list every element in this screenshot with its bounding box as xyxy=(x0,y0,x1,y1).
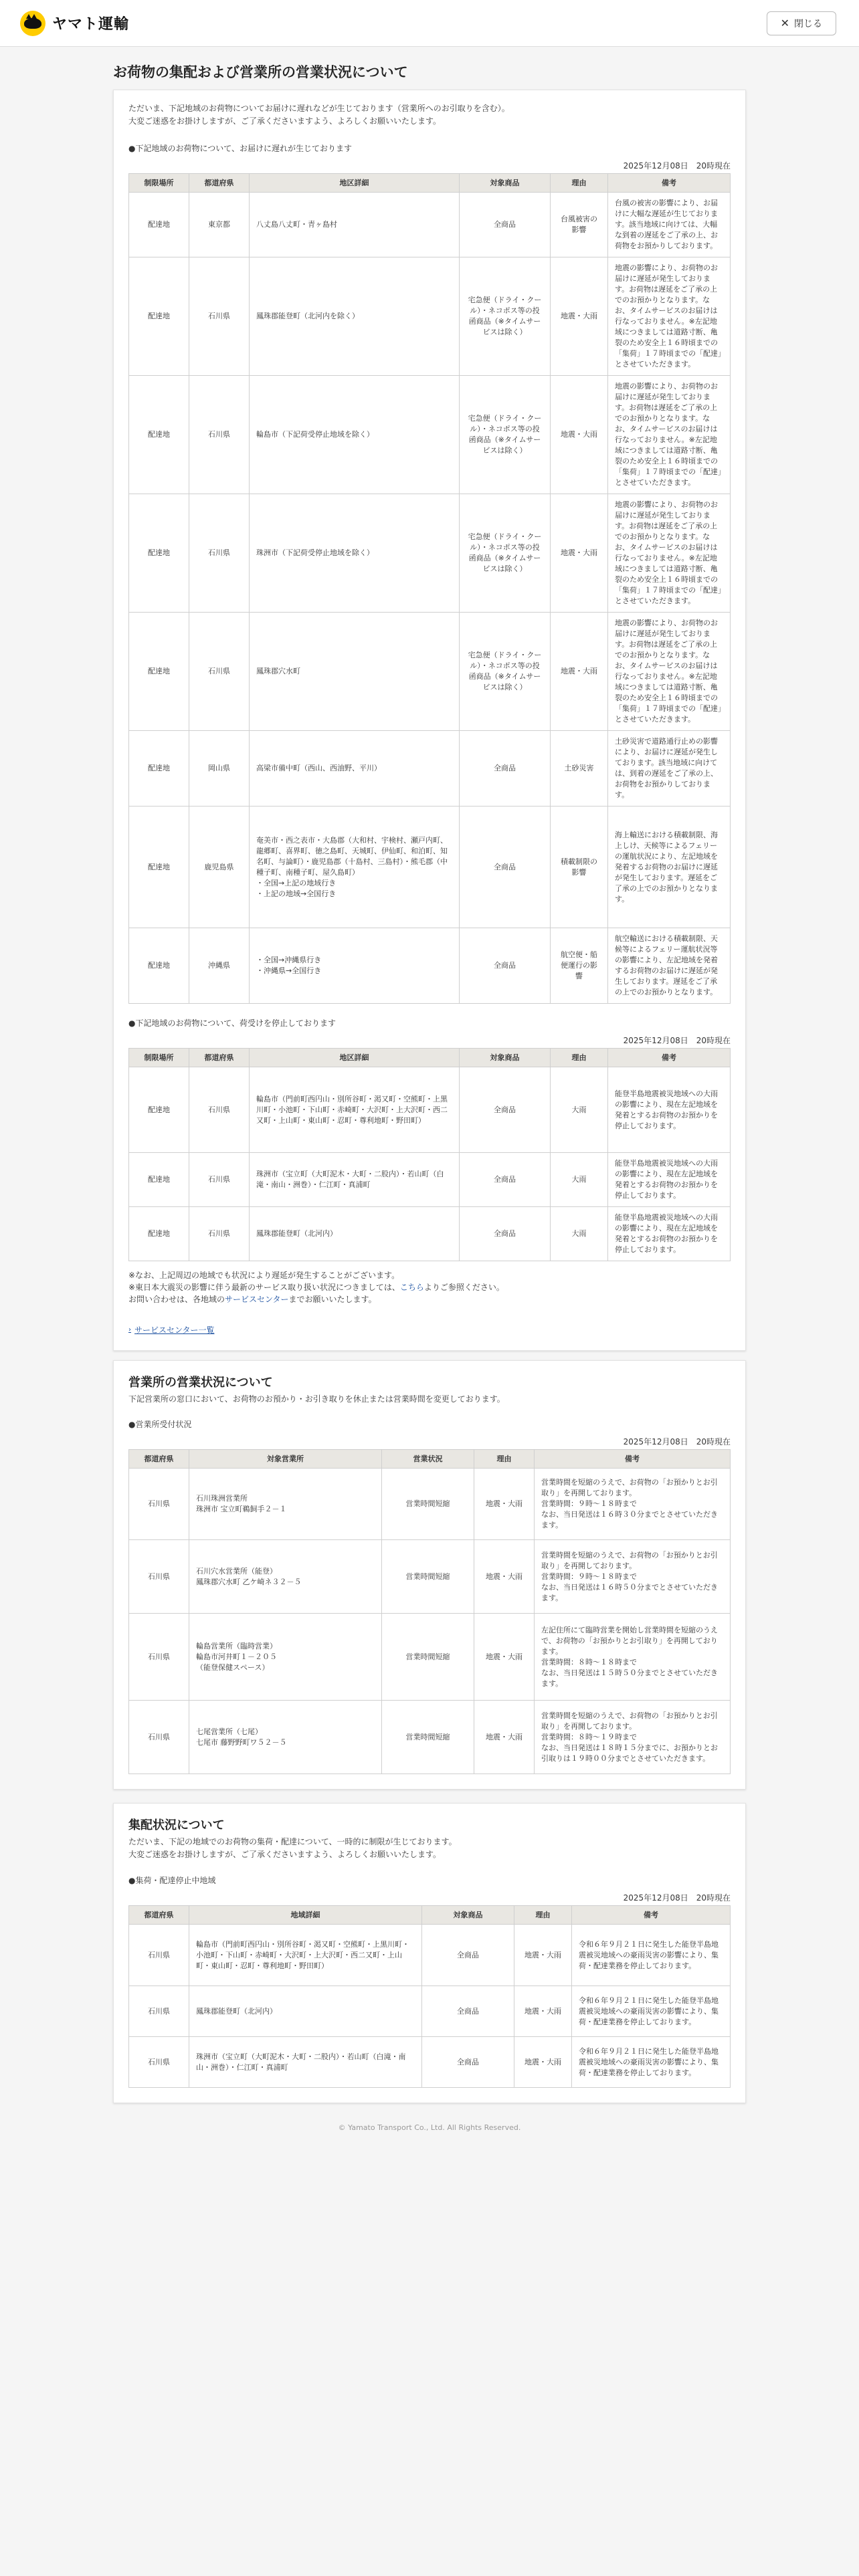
table-row xyxy=(129,1614,731,1701)
cell-product: 宅急便（ドライ・クール）・ネコポス等の投函商品（※タイムサービスは除く） xyxy=(460,376,551,494)
cell-product: 全商品 xyxy=(422,1925,514,1986)
cell-pref: 石川県 xyxy=(189,1207,250,1261)
table-header-row xyxy=(129,1049,731,1067)
pickup-bullet: ●集荷・配達停止中地域 xyxy=(128,1876,216,1885)
cell-reason: 航空便・船便運行の影響 xyxy=(551,928,608,1004)
cell-area: 輪島市（下記荷受停止地域を除く） xyxy=(250,376,460,494)
col-header: 対象商品 xyxy=(460,1049,551,1067)
office-status-card xyxy=(113,1360,746,1790)
cell-pref: 石川県 xyxy=(189,613,250,731)
office-section-title: 営業所の営業状況について xyxy=(128,1376,273,1390)
cell-area: 高梁市備中町（西山、西油野、平川） xyxy=(250,731,460,807)
table-row xyxy=(129,1540,731,1614)
col-header: 理由 xyxy=(474,1450,535,1469)
cell-note: 地震の影響により、お荷物のお届けに遅延が発生しております。お荷物は遅延をご了承の上でのお預かりとなります。なお、タイムサービスのお届けは行なっておりません。※左記地域につきましては道路寸断、亀裂のため安全上１６時頃までの「集荷」１７時頃までの「配達」とさせていただきます。 xyxy=(608,494,731,613)
cell-office: 石川穴水営業所（能登） 鳳珠郡穴水町 乙ケ崎ネ３２－５ xyxy=(189,1540,382,1614)
table-row xyxy=(129,1701,731,1774)
cell-note: 台風の被害の影響により、お届けに大幅な遅延が生じております。該当地域に向けては、大幅な到着の遅延をご了承の上、お荷物をお預かりしております。 xyxy=(608,193,731,257)
cell-note: 能登半島地震被災地域への大雨の影響により、現在左記地域を発着とするお荷物のお預かりを停止しております。 xyxy=(608,1207,731,1261)
cell-office: 輪島営業所（臨時営業） 輪島市河井町１－２０５ （能登保健スペース） xyxy=(189,1614,382,1701)
cell-place: 配達地 xyxy=(129,1153,189,1207)
cell-reason: 大雨 xyxy=(551,1067,608,1153)
page-title: お荷物の集配および営業所の営業状況について xyxy=(113,64,408,80)
col-header: 備考 xyxy=(608,1049,731,1067)
cell-office: 七尾営業所（七尾） 七尾市 藤野野町ワ５２－５ xyxy=(189,1701,382,1774)
note-text: よりご参照ください。 xyxy=(423,1283,504,1292)
cell-place: 配達地 xyxy=(129,1067,189,1153)
cell-area: 鳳珠郡能登町（北河内を除く） xyxy=(250,257,460,376)
cell-note: 地震の影響により、お荷物のお届けに遅延が発生しております。お荷物は遅延をご了承の上でのお預かりとなります。なお、タイムサービスのお届けは行なっておりません。※左記地域につきましては道路寸断、亀裂のため安全上１６時頃までの「集荷」１７時頃までの「配達」とさせていただきます。 xyxy=(608,613,731,731)
col-header: 営業状況 xyxy=(382,1450,474,1469)
logo-text: ヤマト運輸 xyxy=(52,16,130,33)
cell-reason: 地震・大雨 xyxy=(474,1614,535,1701)
note-text: ※東日本大震災の影響に伴う最新のサービス取り扱い状況につきましては、 xyxy=(128,1283,400,1292)
cell-place: 配達地 xyxy=(129,1207,189,1261)
col-header: 制限場所 xyxy=(129,174,189,193)
cell-pref: 石川県 xyxy=(189,1153,250,1207)
cell-product: 全商品 xyxy=(460,1067,551,1153)
cell-note: 左記住所にて臨時営業を開始し営業時間を短縮のうえで、お荷物の「お預かりとお引取り」を再開しております。 営業時間：８時～１８時まで なお、当日発送は１５時５０分までとさせていただきます。 xyxy=(535,1614,731,1701)
table-row xyxy=(129,613,731,731)
cell-area: ・全国→沖縄県行き ・沖縄県→全国行き xyxy=(250,928,460,1004)
cell-place: 配達地 xyxy=(129,928,189,1004)
table-row xyxy=(129,928,731,1004)
stop-table xyxy=(128,1048,731,1261)
table-row xyxy=(129,1925,731,1986)
cell-pref: 石川県 xyxy=(129,1614,189,1701)
cell-reason: 地震・大雨 xyxy=(551,376,608,494)
cell-product: 全商品 xyxy=(460,1153,551,1207)
table-row xyxy=(129,1469,731,1540)
col-header: 備考 xyxy=(608,174,731,193)
cell-reason: 大雨 xyxy=(551,1207,608,1261)
cell-note: 令和６年９月２１日に発生した能登半島地震被災地域への豪雨災害の影響により、集荷・配達業務を停止しております。 xyxy=(572,1986,731,2037)
intro-line: 大変ご迷惑をお掛けしますが、ご了承くださいますよう、よろしくお願いいたします。 xyxy=(128,116,442,126)
cell-product: 全商品 xyxy=(460,193,551,257)
cell-pref: 石川県 xyxy=(189,257,250,376)
table-row xyxy=(129,494,731,613)
header xyxy=(0,0,859,47)
delay-bullet: ●下記地域のお荷物について、お届けに遅れが生じております xyxy=(128,144,352,153)
kuroneko-logo-icon xyxy=(20,11,45,36)
table-row xyxy=(129,1207,731,1261)
cell-reason: 地震・大雨 xyxy=(514,1925,572,1986)
cell-product: 全商品 xyxy=(460,807,551,928)
office-asof: 2025年12月08日 20時現在 xyxy=(623,1437,731,1446)
cell-product: 全商品 xyxy=(460,928,551,1004)
cell-pref: 石川県 xyxy=(189,376,250,494)
cell-status: 営業時間短縮 xyxy=(382,1540,474,1614)
col-header: 理由 xyxy=(551,1049,608,1067)
intro-text xyxy=(128,102,731,128)
cell-product: 全商品 xyxy=(460,1207,551,1261)
cell-pref: 石川県 xyxy=(129,2037,189,2088)
cell-note: 令和６年９月２１日に発生した能登半島地震被災地域への豪雨災害の影響により、集荷・配達業務を停止しております。 xyxy=(572,1925,731,1986)
cell-product: 全商品 xyxy=(422,2037,514,2088)
col-header: 都道府県 xyxy=(129,1450,189,1469)
cell-area: 珠洲市（宝立町（大町泥木・大町・二股内）・若山町（白滝・南山・洲巻）・仁江町・真浦町 xyxy=(250,1153,460,1207)
pickup-section-title: 集配状況について xyxy=(128,1818,225,1832)
col-header: 対象商品 xyxy=(422,1906,514,1925)
close-button[interactable] xyxy=(767,11,836,35)
table-row xyxy=(129,376,731,494)
cell-area: 鳳珠郡能登町（北河内） xyxy=(189,1986,422,2037)
col-header: 地域詳細 xyxy=(189,1906,422,1925)
col-header: 地区詳細 xyxy=(250,174,460,193)
delay-table xyxy=(128,173,731,1004)
cell-status: 営業時間短縮 xyxy=(382,1469,474,1540)
intro-line: ただいま、下記の地域でのお荷物の集荷・配達について、一時的に制限が生じております。 xyxy=(128,1837,457,1846)
cell-note: 地震の影響により、お荷物のお届けに遅延が発生しております。お荷物は遅延をご了承の上でのお預かりとなります。なお、タイムサービスのお届けは行なっておりません。※左記地域につきましては道路寸断、亀裂のため安全上１６時頃までの「集荷」１７時頃までの「配達」とさせていただきます。 xyxy=(608,376,731,494)
cell-pref: 石川県 xyxy=(189,1067,250,1153)
cell-pref: 沖縄県 xyxy=(189,928,250,1004)
service-center-list-label: サービスセンター一覧 xyxy=(134,1325,215,1335)
cell-area: 鳳珠郡能登町（北河内） xyxy=(250,1207,460,1261)
cell-pref: 石川県 xyxy=(129,1540,189,1614)
note-text: までお願いいたします。 xyxy=(288,1295,377,1304)
intro-line: 大変ご迷惑をお掛けしますが、ご了承くださいますよう、よろしくお願いいたします。 xyxy=(128,1850,442,1859)
pickup-table xyxy=(128,1905,731,2088)
cell-note: 能登半島地震被災地域への大雨の影響により、現在左記地域を発着とするお荷物のお預かりを停止しております。 xyxy=(608,1067,731,1153)
cell-place: 配達地 xyxy=(129,193,189,257)
col-header: 備考 xyxy=(535,1450,731,1469)
cell-note: 能登半島地震被災地域への大雨の影響により、現在左記地域を発着とするお荷物のお預かりを停止しております。 xyxy=(608,1153,731,1207)
cell-product: 全商品 xyxy=(460,731,551,807)
cell-product: 全商品 xyxy=(422,1986,514,2037)
logo[interactable] xyxy=(20,11,129,36)
here-link[interactable]: こちら xyxy=(399,1283,424,1292)
note-text: お問い合わせは、各地域の xyxy=(128,1295,225,1304)
delay-asof: 2025年12月08日 20時現在 xyxy=(623,161,731,171)
cell-note: 営業時間を短縮のうえで、お荷物の「お預かりとお引取り」を再開しております。 営業時間：８時～１９時まで なお、当日発送は１８時１５分までに、お預かりとお引取りは１９時００分までとさせていただきます。 xyxy=(535,1701,731,1774)
cell-reason: 土砂災害 xyxy=(551,731,608,807)
cell-place: 配達地 xyxy=(129,257,189,376)
pickup-intro xyxy=(128,1836,731,1861)
col-header: 都道府県 xyxy=(189,1049,250,1067)
cell-place: 配達地 xyxy=(129,807,189,928)
chevron-right-icon: › xyxy=(128,1326,131,1333)
office-intro: 下記営業所の窓口において、お荷物のお預かり・お引き取りを休止または営業時間を変更しております。 xyxy=(128,1394,505,1404)
note-line xyxy=(128,1293,731,1305)
pickup-asof: 2025年12月08日 20時現在 xyxy=(623,1893,731,1903)
office-table xyxy=(128,1449,731,1774)
table-header-row xyxy=(129,1906,731,1925)
cell-reason: 地震・大雨 xyxy=(474,1469,535,1540)
col-header: 備考 xyxy=(572,1906,731,1925)
cell-area: 奄美市・西之表市・大島郡（大和村、宇検村、瀬戸内町、龍郷町、喜界町、徳之島町、天城町、伊仙町、和泊町、知名町、与論町）・鹿児島郡（十島村、三島村）・熊毛郡（中種子町、南種子町、屋久島町） ・全国→上記の地域行き ・上記の地域→全国行き xyxy=(250,807,460,928)
cell-pref: 石川県 xyxy=(129,1986,189,2037)
table-row xyxy=(129,193,731,257)
cell-product: 宅急便（ドライ・クール）・ネコポス等の投函商品（※タイムサービスは除く） xyxy=(460,613,551,731)
cell-status: 営業時間短縮 xyxy=(382,1701,474,1774)
cell-note: 地震の影響により、お荷物のお届けに遅延が発生しております。お荷物は遅延をご了承の上でのお預かりとなります。なお、タイムサービスのお届けは行なっておりません。※左記地域につきましては道路寸断、亀裂のため安全上１６時頃までの「集荷」１７時頃までの「配達」とさせていただきます。 xyxy=(608,257,731,376)
col-header: 地区詳細 xyxy=(250,1049,460,1067)
cell-status: 営業時間短縮 xyxy=(382,1614,474,1701)
table-header-row xyxy=(129,1450,731,1469)
service-center-link[interactable]: サービスセンター xyxy=(225,1295,289,1304)
cell-place: 配達地 xyxy=(129,376,189,494)
cell-note: 航空輸送における積載制限、天候等によるフェリー運航状況等の影響により、左記地域を発着するお荷物のお届けに遅延が発生しております。遅延をご了承の上でのお預かりとなります。 xyxy=(608,928,731,1004)
cell-pref: 東京都 xyxy=(189,193,250,257)
cell-reason: 地震・大雨 xyxy=(474,1701,535,1774)
cell-office: 石川珠洲営業所 珠洲市 宝立町鵜飼手２－１ xyxy=(189,1469,382,1540)
cell-pref: 石川県 xyxy=(129,1701,189,1774)
intro-line: ただいま、下記地域のお荷物についてお届けに遅れなどが生じております（営業所へのお引取りを含む）。 xyxy=(128,104,510,113)
cell-place: 配達地 xyxy=(129,731,189,807)
cell-note: 令和６年９月２１日に発生した能登半島地震被災地域への豪雨災害の影響により、集荷・配達業務を停止しております。 xyxy=(572,2037,731,2088)
cell-pref: 岡山県 xyxy=(189,731,250,807)
cell-reason: 台風被害の影響 xyxy=(551,193,608,257)
pickup-status-card xyxy=(113,1803,746,2103)
cell-reason: 積載制限の影響 xyxy=(551,807,608,928)
stop-asof: 2025年12月08日 20時現在 xyxy=(623,1036,731,1045)
cell-product: 宅急便（ドライ・クール）・ネコポス等の投函商品（※タイムサービスは除く） xyxy=(460,494,551,613)
table-row xyxy=(129,1986,731,2037)
table-row xyxy=(129,807,731,928)
note-line: ※なお、上記周辺の地域でも状況により遅延が発生することがございます。 xyxy=(128,1271,400,1280)
notes xyxy=(128,1269,731,1305)
table-row xyxy=(129,2037,731,2088)
footer-copyright: © Yamato Transport Co., Ltd. All Rights Reserved. xyxy=(338,2123,521,2132)
col-header: 対象商品 xyxy=(460,174,551,193)
col-header: 理由 xyxy=(551,174,608,193)
cell-reason: 地震・大雨 xyxy=(514,2037,572,2088)
cell-area: 八丈島八丈町・青ヶ島村 xyxy=(250,193,460,257)
cell-reason: 地震・大雨 xyxy=(551,494,608,613)
cell-product: 宅急便（ドライ・クール）・ネコポス等の投函商品（※タイムサービスは除く） xyxy=(460,257,551,376)
cell-area: 輪島市（門前町西円山・別所谷町・渇又町・空熊町・上黒川町・小池町・下山町・赤崎町・大沢町・上大沢町・西二又町・上山町・東山町・忍町・尊利地町・野田町） xyxy=(189,1925,422,1986)
cell-area: 輪島市（門前町西円山・別所谷町・渇又町・空熊町・上黒川町・小池町・下山町・赤崎町・大沢町・上大沢町・西二又町・上山町・東山町・忍町・尊利地町・野田町） xyxy=(250,1067,460,1153)
stop-bullet: ●下記地域のお荷物について、荷受けを停止しております xyxy=(128,1018,336,1028)
cell-reason: 地震・大雨 xyxy=(551,613,608,731)
cell-pref: 石川県 xyxy=(129,1925,189,1986)
office-bullet: ●営業所受付状況 xyxy=(128,1420,192,1429)
cell-area: 鳳珠郡穴水町 xyxy=(250,613,460,731)
cell-reason: 地震・大雨 xyxy=(474,1540,535,1614)
col-header: 都道府県 xyxy=(129,1906,189,1925)
cell-area: 珠洲市（宝立町（大町泥木・大町・二股内）・若山町（白滝・南山・洲巻）・仁江町・真浦町 xyxy=(189,2037,422,2088)
cell-note: 営業時間を短縮のうえで、お荷物の「お預かりとお引取り」を再開しております。 営業時間：９時～１８時まで なお、当日発送は１６時３０分までとさせていただきます。 xyxy=(535,1469,731,1540)
table-header-row xyxy=(129,174,731,193)
col-header: 対象営業所 xyxy=(189,1450,382,1469)
cell-pref: 石川県 xyxy=(129,1469,189,1540)
cell-note: 海上輸送における積載制限、海上しけ、天候等によるフェリーの運航状況により、左記地域を発着するお荷物のお届けに遅延が発生しております。遅延をご了承の上でのお預かりとなります。 xyxy=(608,807,731,928)
close-label: 閉じる xyxy=(794,18,822,29)
delivery-status-card xyxy=(113,90,746,1351)
table-row xyxy=(129,257,731,376)
cell-place: 配達地 xyxy=(129,613,189,731)
cell-pref: 鹿児島県 xyxy=(189,807,250,928)
col-header: 都道府県 xyxy=(189,174,250,193)
table-row xyxy=(129,1067,731,1153)
close-icon: ✕ xyxy=(780,16,789,29)
table-row xyxy=(129,1153,731,1207)
service-center-list-link[interactable] xyxy=(128,1324,731,1335)
cell-note: 土砂災害で道路通行止めの影響により、お届けに遅延が発生しております。該当地域に向けては、到着の遅延をご了承の上、お荷物をお預かりしております。 xyxy=(608,731,731,807)
cell-note: 営業時間を短縮のうえで、お荷物の「お預かりとお引取り」を再開しております。 営業時間：９時～１８時まで なお、当日発送は１６時５０分までとさせていただきます。 xyxy=(535,1540,731,1614)
note-line xyxy=(128,1281,731,1293)
cell-reason: 地震・大雨 xyxy=(551,257,608,376)
col-header: 理由 xyxy=(514,1906,572,1925)
cell-pref: 石川県 xyxy=(189,494,250,613)
cell-reason: 大雨 xyxy=(551,1153,608,1207)
table-row xyxy=(129,731,731,807)
cell-area: 珠洲市（下記荷受停止地域を除く） xyxy=(250,494,460,613)
cell-reason: 地震・大雨 xyxy=(514,1986,572,2037)
cell-place: 配達地 xyxy=(129,494,189,613)
col-header: 制限場所 xyxy=(129,1049,189,1067)
